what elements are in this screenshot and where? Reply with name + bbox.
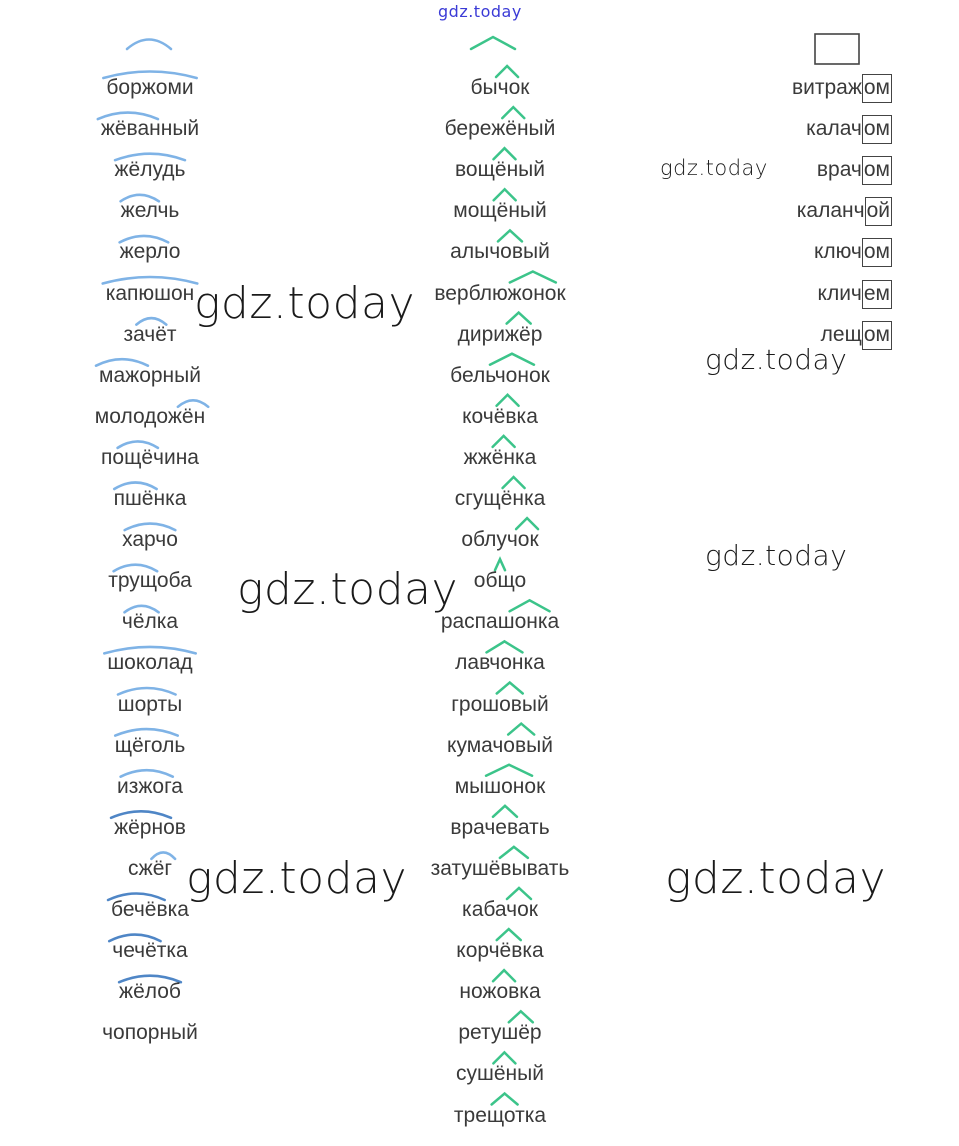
suffix-word-24: сушёный	[456, 1062, 544, 1086]
root-word-3: желчь	[120, 199, 180, 223]
root-word-10: пшёнка	[113, 487, 187, 510]
root-word-6: зачёт	[123, 322, 177, 346]
suffix-word-23: ретушёр	[458, 1021, 542, 1045]
suffix-word-21: корчёвка	[456, 939, 544, 963]
root-word-15: шорты	[117, 692, 183, 716]
root-word-14: шоколад	[107, 651, 193, 675]
root-word-11: харчо	[122, 528, 178, 552]
ending-word-ending: ом	[862, 115, 892, 144]
root-word-8: молодожён	[94, 404, 206, 428]
suffix-word-20: кабачок	[462, 898, 538, 921]
watermark-2: gdz.today	[237, 564, 459, 615]
suffix-word-11: облучок	[461, 528, 539, 552]
root-word-5: капюшон	[105, 281, 195, 305]
ending-word-0	[792, 74, 892, 103]
suffix-word-2: вощёный	[455, 158, 545, 182]
root-word-17: изжога	[117, 774, 183, 798]
suffix-word-7: бельчонок	[450, 363, 550, 387]
root-word-23: чопорный	[102, 1021, 198, 1045]
suffix-word-3: мощёный	[453, 199, 547, 223]
suffix-word-1: бережёный	[444, 117, 556, 141]
ending-word-4	[814, 238, 892, 267]
ending-word-ending: ом	[862, 156, 892, 185]
root-word-9: пощёчина	[101, 445, 199, 469]
ending-word-ending: ом	[862, 238, 892, 267]
ending-word-stem: лещ	[820, 322, 862, 346]
ending-word-stem: ключ	[813, 240, 862, 264]
root-word-19: сжёг	[127, 856, 173, 880]
watermark-1: gdz.today	[194, 278, 416, 329]
suffix-word-15: грошовый	[451, 692, 549, 716]
suffix-word-10: сгущёнка	[454, 487, 546, 510]
suffix-word-13: распашонка	[440, 610, 560, 634]
legend-ending-box	[815, 34, 859, 64]
root-word-13: чёлка	[121, 610, 179, 634]
root-word-22: жёлоб	[119, 980, 181, 1004]
suffix-word-22: ножовка	[459, 980, 541, 1004]
ending-word-6	[821, 321, 892, 350]
suffix-word-18: врачевать	[450, 815, 550, 839]
ending-word-stem: витраж	[791, 76, 862, 99]
root-word-18: жёрнов	[114, 815, 186, 839]
ending-word-5	[818, 280, 892, 309]
root-word-7: мажорный	[99, 363, 201, 387]
ending-word-ending: ой	[865, 197, 892, 226]
ending-word-3	[797, 197, 892, 226]
root-word-1: жёванный	[100, 117, 200, 141]
root-word-4: жерло	[119, 240, 181, 264]
watermark-3: gdz.today	[186, 853, 408, 904]
ending-word-ending: ом	[862, 74, 892, 103]
suffix-word-6: дирижёр	[457, 322, 543, 346]
watermark-4: gdz.today	[665, 853, 887, 904]
root-word-2: жёлудь	[114, 158, 186, 182]
suffix-word-8: кочёвка	[462, 404, 538, 428]
ending-word-ending: ем	[862, 280, 892, 309]
root-word-0: боржоми	[106, 76, 194, 99]
suffix-word-16: кумачовый	[447, 733, 553, 757]
root-word-20: бечёвка	[111, 898, 189, 921]
ending-word-ending: ом	[862, 321, 892, 350]
suffix-word-0: бычок	[470, 76, 530, 99]
root-word-12: трущоба	[108, 569, 192, 593]
watermark-7: gdz.today	[705, 539, 848, 572]
ending-word-2	[817, 156, 892, 185]
watermark-top: gdz.today	[438, 2, 522, 21]
suffix-word-5: верблюжонок	[434, 281, 566, 305]
suffix-word-17: мышонок	[454, 774, 546, 798]
suffix-word-9: жжёнка	[463, 445, 537, 469]
ending-word-stem: каланч	[796, 199, 865, 223]
root-word-21: чечётка	[112, 939, 188, 963]
ending-word-stem: врач	[816, 158, 862, 182]
root-word-16: щёголь	[114, 733, 186, 757]
ending-word-stem: калач	[806, 117, 862, 141]
suffix-word-25: трещотка	[453, 1103, 547, 1127]
ending-word-1	[806, 115, 892, 144]
watermark-5: gdz.today	[660, 156, 768, 180]
legend-root-arc	[127, 40, 171, 50]
suffix-word-4: алычовый	[450, 240, 550, 264]
suffix-word-12: общо	[473, 569, 527, 593]
ending-word-stem: клич	[817, 281, 862, 305]
watermark-6: gdz.today	[705, 343, 848, 376]
suffix-word-14: лавчонка	[455, 651, 545, 675]
legend-suffix-caret	[471, 37, 515, 49]
suffix-word-19: затушёвывать	[430, 856, 570, 880]
